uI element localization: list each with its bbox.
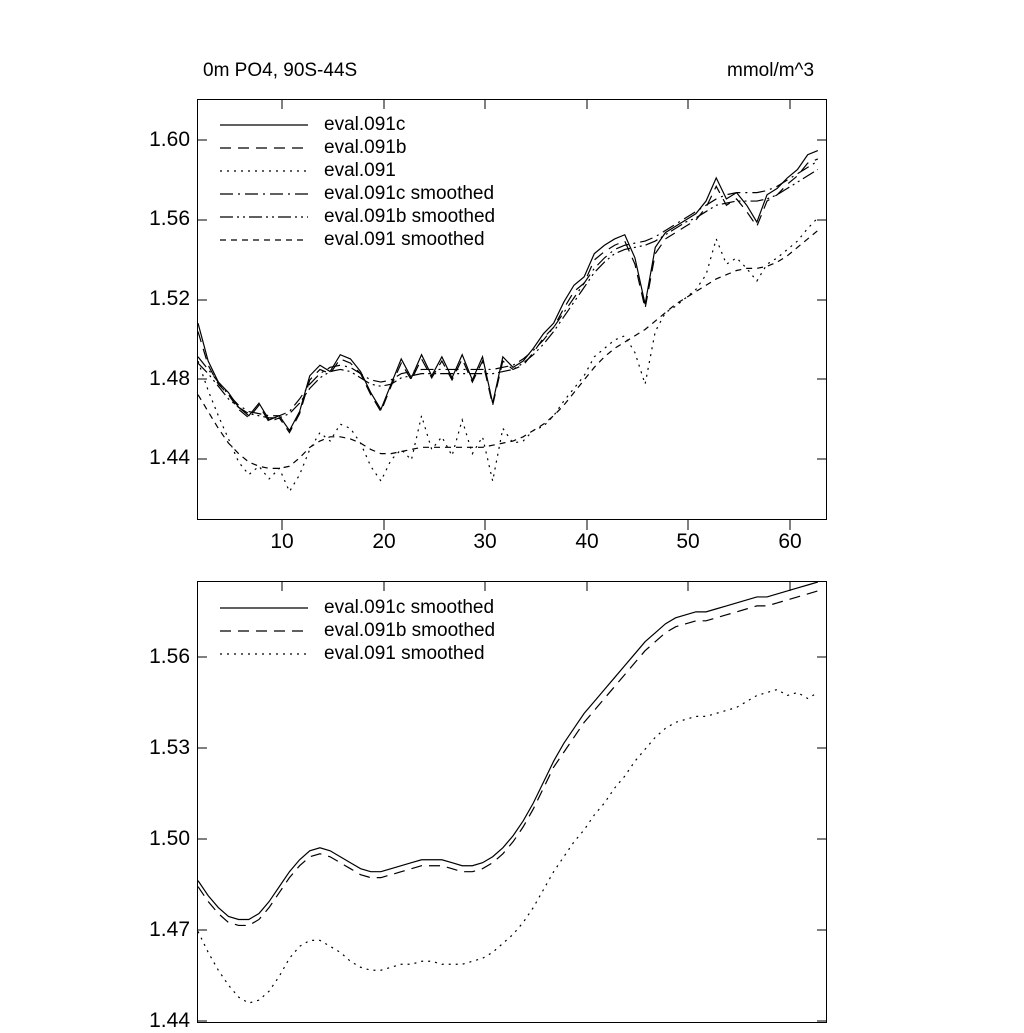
legend-item[interactable] <box>218 619 495 642</box>
bottom-legend <box>218 596 495 665</box>
legend-line-dotted-icon <box>218 165 310 177</box>
legend-line-dotted-icon <box>218 648 310 660</box>
series-line <box>198 231 818 469</box>
top-legend <box>218 113 495 251</box>
legend-label: eval.091b <box>324 137 407 158</box>
legend-item[interactable] <box>218 182 495 205</box>
legend-label: eval.091c <box>324 114 406 135</box>
legend-label: eval.091c smoothed <box>324 183 495 204</box>
legend-label: eval.091 smoothed <box>324 643 485 664</box>
top-ytick-1.52: 1.52 <box>149 287 190 310</box>
bottom-ytick-1.50: 1.50 <box>149 827 190 850</box>
bottom-ytick-1.47: 1.47 <box>149 918 190 941</box>
top-xtick-50: 50 <box>676 530 700 553</box>
legend-label: eval.091b smoothed <box>324 620 496 641</box>
series-line <box>198 218 818 492</box>
top-ytick-1.44: 1.44 <box>149 446 190 469</box>
legend-line-dashed-icon <box>218 142 310 154</box>
bottom-ytick-1.56: 1.56 <box>149 645 190 668</box>
top-xtick-30: 30 <box>473 530 497 553</box>
legend-label: eval.091c smoothed <box>324 597 495 618</box>
legend-line-dashdot-icon <box>218 188 310 200</box>
chart-units-label: mmol/m^3 <box>727 60 815 81</box>
top-xtick-20: 20 <box>372 530 396 553</box>
series-line <box>198 690 818 1004</box>
legend-line-dashdotdot-icon <box>218 211 310 223</box>
bottom-ytick-1.44: 1.44 <box>149 1009 190 1032</box>
top-ytick-1.48: 1.48 <box>149 367 190 390</box>
top-xtick-60: 60 <box>778 530 802 553</box>
legend-line-solid-icon <box>218 119 310 131</box>
top-ytick-1.60: 1.60 <box>149 128 190 151</box>
top-xtick-40: 40 <box>575 530 599 553</box>
legend-label: eval.091 smoothed <box>324 229 485 250</box>
bottom-chart-panel <box>0 560 1024 1032</box>
top-ytick-1.56: 1.56 <box>149 207 190 230</box>
legend-item[interactable] <box>218 596 495 619</box>
legend-line-solid-icon <box>218 602 310 614</box>
legend-item[interactable] <box>218 205 495 228</box>
legend-item[interactable] <box>218 136 495 159</box>
top-xtick-10: 10 <box>270 530 294 553</box>
bottom-ytick-1.53: 1.53 <box>149 736 190 759</box>
legend-line-dashed-icon <box>218 625 310 637</box>
legend-label: eval.091b smoothed <box>324 206 496 227</box>
legend-item[interactable] <box>218 113 495 136</box>
legend-item[interactable] <box>218 228 495 251</box>
legend-item[interactable] <box>218 642 495 665</box>
legend-item[interactable] <box>218 159 495 182</box>
legend-line-smalldash-icon <box>218 234 310 246</box>
legend-label: eval.091 <box>324 160 396 181</box>
chart-title: 0m PO4, 90S-44S <box>203 60 358 81</box>
